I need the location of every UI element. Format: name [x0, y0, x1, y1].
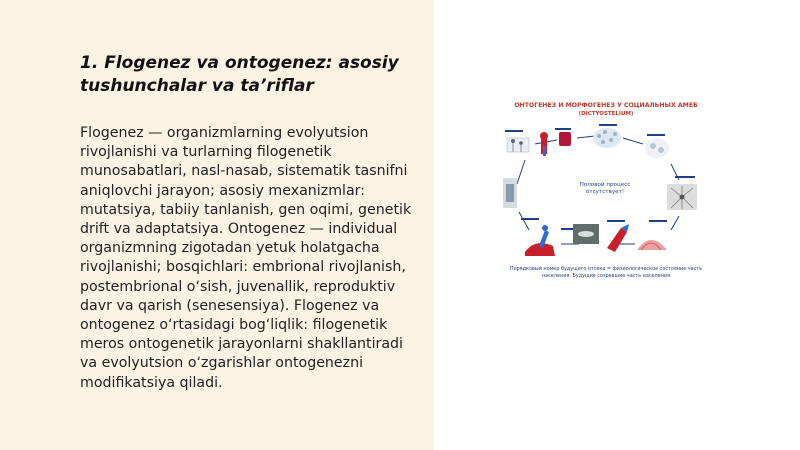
stage-label-mark [505, 130, 523, 132]
single-amoebae-illustration [645, 138, 669, 158]
figure-caption: Порядковый номер будущего отсека = физиологическое состояние часть населения. Будущие созревшие часть населения [509, 266, 703, 279]
figure-center-label: Половой процесс отсутствует! [579, 182, 631, 195]
slide-body-text: Flogenez — organizmlarning evolyutsion rivojlanishi va turlarning filogenetik munosabatlari, nasl-nasab, sistematik tasnifni aniqlovchi jarayon; asosiy mexanizmlar: mutatsiya, tabiiy tanlanish, gen oqimi, genetik drift va adaptatsiya. Ontogenez — individual organizmning zigotadan yetuk holatgacha rivojlanishi; bosqichlari: embrional rivojlanish, postembrional o‘sish, juvenallik, reproduktiv davr va qarish (senesensiya). Flogenez va ontogenez o‘rtasidagi bog‘liqlik: filogenetik meros ontogenetik jarayonlarni shakllantiradi va evolyutsion o‘zgarishlar ontogenezni modifikatsiya qiladi. [80, 125, 412, 391]
stage-label-mark [607, 220, 625, 222]
stage-label-mark [675, 176, 695, 178]
stage-label-mark [555, 128, 571, 130]
amoebae-cluster-illustration [593, 128, 621, 148]
cycle-arrow [577, 136, 595, 138]
fruiting-body-illustration [507, 138, 529, 152]
slug-illustration [573, 224, 629, 252]
cycle-arrow [517, 160, 525, 184]
figure-subtitle: (DICTYOSTELIUM) [578, 111, 634, 117]
stage-label-mark [649, 220, 667, 222]
cycle-arrow [519, 212, 529, 230]
cycle-arrow [623, 138, 643, 144]
dictyostelium-lifecycle-figure [495, 102, 717, 286]
migrating-slug-illustration [503, 178, 517, 208]
mound-illustration [637, 240, 667, 250]
stage-label-mark [561, 228, 573, 230]
stage-label-mark [599, 124, 617, 126]
aggregation-illustration [667, 184, 697, 210]
figure-title: ОНТОГЕНЕЗ И МОРФОГЕНЕЗ У СОЦИАЛЬНЫХ АМЕБ [514, 102, 698, 109]
stalk-illustration-top [540, 132, 571, 156]
culmination-illustration [525, 225, 555, 256]
cycle-arrow [671, 216, 679, 230]
stage-label-mark [647, 134, 665, 136]
stage-label-mark [521, 218, 539, 220]
slide-title: 1. Flogenez va ontogenez: asosiy tushunchalar va ta’riflar [80, 53, 399, 96]
